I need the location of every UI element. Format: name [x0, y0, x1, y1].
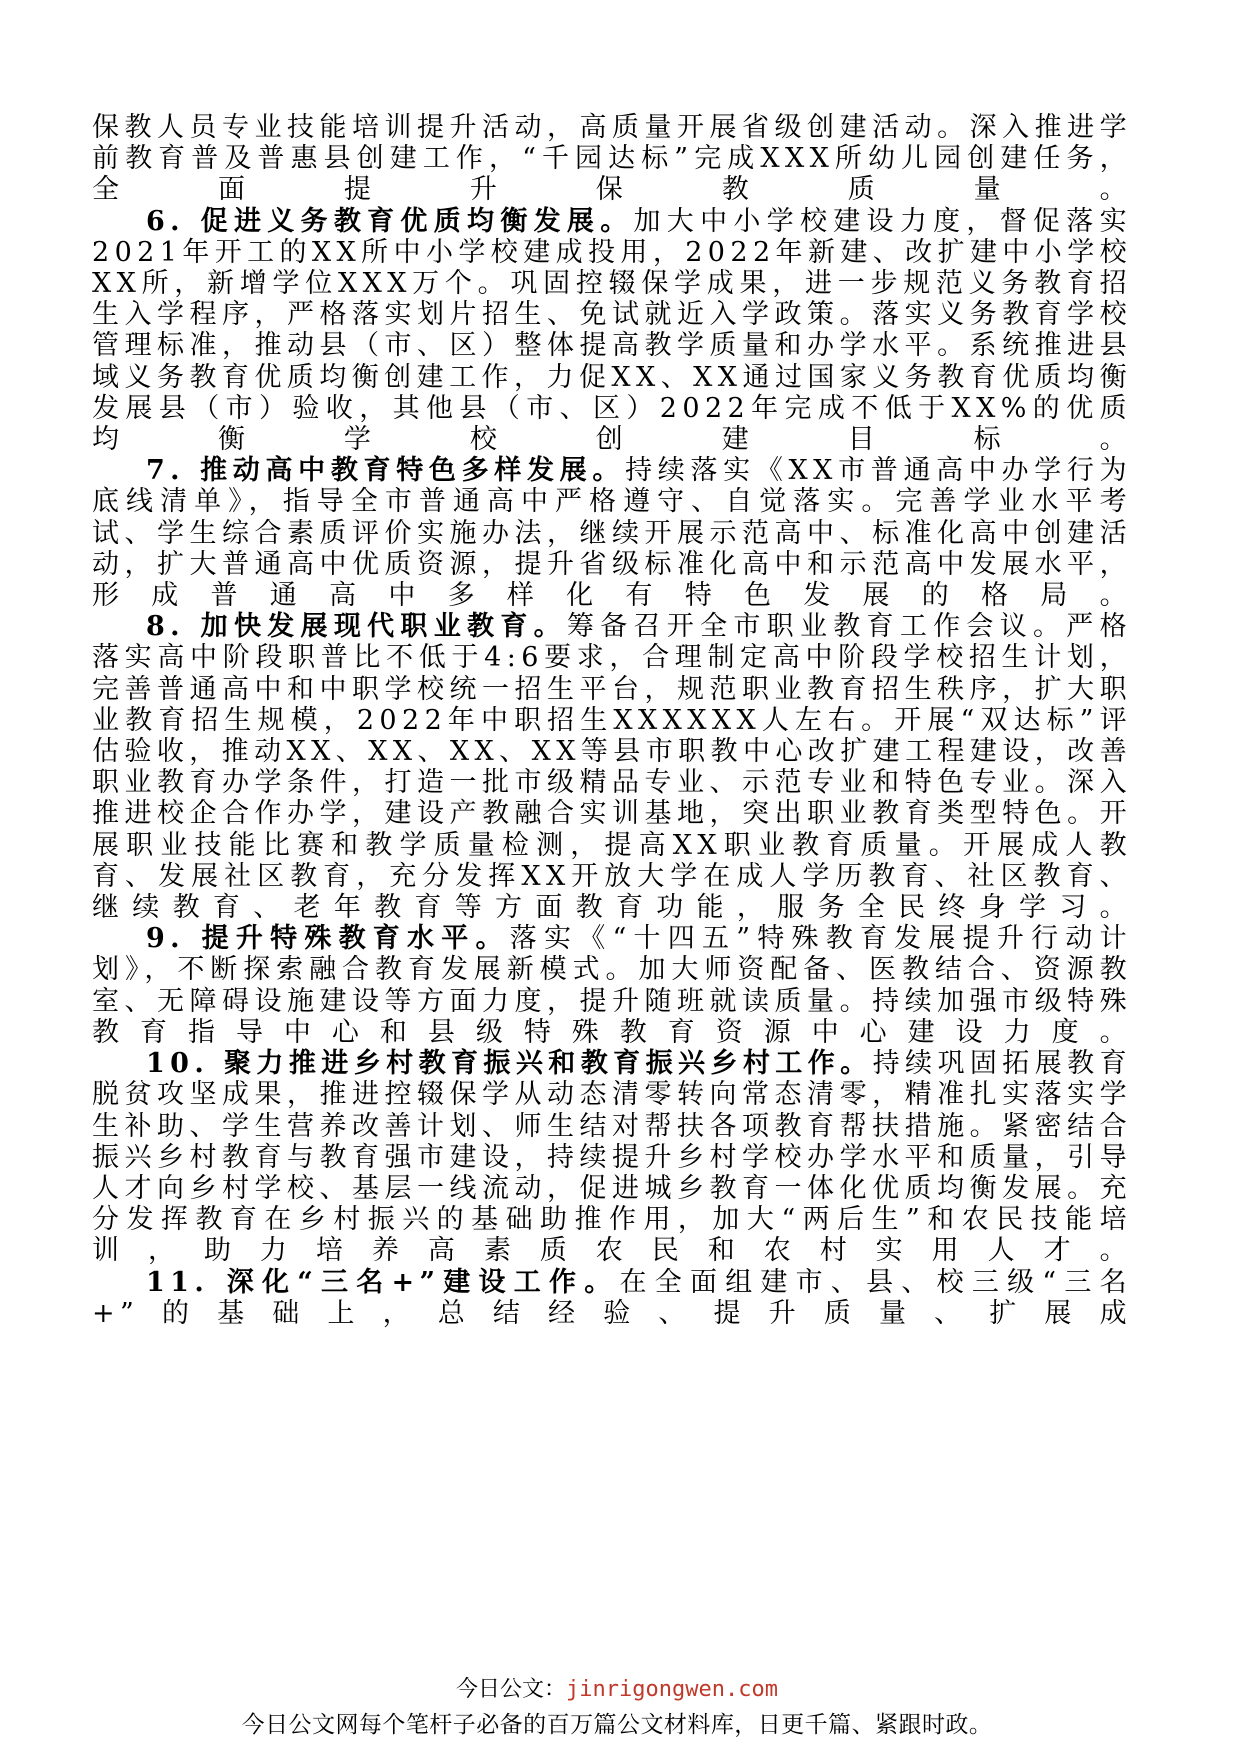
section-heading-11: 11. 深化“三名+”建设工作。	[146, 1266, 620, 1298]
section-heading-7: 7. 推动高中教育特色多样发展。	[146, 455, 626, 487]
paragraph-6	[92, 206, 1132, 456]
paragraph-body: 在全面组建市、县、校三级“三名+”的基础上，总结经验、提升质量、扩展成	[92, 1266, 1132, 1329]
paragraph-body: 落实《“十四五”特殊教育发展提升行动计划》，不断探索融合教育发展新模式。加大师资配备、医教结合、资源教室、无障碍设施建设等方面力度，提升随班就读质量。持续加强市级特殊教育指导中心和县级特殊教育资源中心建设力度。	[92, 923, 1132, 1048]
section-heading-8: 8. 加快发展现代职业教育。	[146, 611, 567, 643]
footer-site-link[interactable]: jinrigongwen.com	[566, 1677, 778, 1702]
paragraph-11	[92, 1267, 1132, 1329]
footer-slogan: 今日公文网每个笔杆子必备的百万篇公文材料库，日更千篇、紧跟时政。	[241, 1712, 993, 1738]
paragraph-body: 加大中小学校建设力度，督促落实2021年开工的XX所中小学校建成投用，2022年新建、改扩建中小学校XX所，新增学位XXX万个。巩固控辍保学成果，进一步规范义务教育招生入学程序，严格落实划片招生、免试就近入学政策。落实义务教育学校管理标准，推动县（市、区）整体提高教学质量和办学水平。系统推进县域义务教育优质均衡创建工作，力促XX、XX通过国家义务教育优质均衡发展县（市）验收，其他县（市、区）2022年完成不低于XX%的优质均衡学校创建目标。	[92, 205, 1132, 456]
paragraph-8	[92, 611, 1132, 923]
paragraph-9	[92, 923, 1132, 1048]
paragraph-body: 持续落实《XX市普通高中办学行为底线清单》，指导全市普通高中严格遵守、自觉落实。完善学业水平考试、学生综合素质评价实施办法，继续开展示范高中、标准化高中创建活动，扩大普通高中优质资源，提升省级标准化高中和示范高中发展水平，形成普通高中多样化有特色发展的格局。	[92, 455, 1132, 612]
document-body	[92, 112, 1132, 1329]
paragraph-intro	[92, 112, 1132, 206]
section-heading-9: 9. 提升特殊教育水平。	[146, 923, 510, 955]
paragraph-10	[92, 1048, 1132, 1266]
footer-source	[0, 1672, 1234, 1703]
paragraph-body: 筹备召开全市职业教育工作会议。严格落实高中阶段职普比不低于4:6要求，合理制定高中阶段学校招生计划，完善普通高中和中职学校统一招生平台，规范职业教育招生秩序，扩大职业教育招生规模，2022年中职招生XXXXXX人左右。开展“双达标”评估验收，推动XX、XX、XX、XX等县市职教中心改扩建工程建设，改善职业教育办学条件，打造一批市级精品专业、示范专业和特色专业。深入推进校企合作办学，建设产教融合实训基地，突出职业教育类型特色。开展职业技能比赛和教学质量检测，提高XX职业教育质量。开展成人教育、发展社区教育，充分发挥XX开放大学在成人学历教育、社区教育、继续教育、老年教育等方面教育功能，服务全民终身学习。	[92, 611, 1132, 924]
paragraph-body: 保教人员专业技能培训提升活动，高质量开展省级创建活动。深入推进学前教育普及普惠县创建工作，“千园达标”完成XXX所幼儿园创建任务，全面提升保教质量。	[92, 112, 1132, 206]
section-heading-6: 6. 促进义务教育优质均衡发展。	[146, 205, 634, 237]
paragraph-body: 持续巩固拓展教育脱贫攻坚成果，推进控辍保学从动态清零转向常态清零，精准扎实落实学生补助、学生营养改善计划、师生结对帮扶各项教育帮扶措施。紧密结合振兴乡村教育与教育强市建设，持续提升乡村学校办学水平和质量，引导人才向乡村学校、基层一线流动，促进城乡教育一体化优质均衡发展。充分发挥教育在乡村振兴的基础助推作用，加大“两后生”和农民技能培训，助力培养高素质农民和农村实用人才。	[92, 1048, 1132, 1267]
paragraph-7	[92, 455, 1132, 611]
section-heading-10: 10. 聚力推进乡村教育振兴和教育振兴乡村工作。	[146, 1048, 873, 1080]
footer-prefix: 今日公文：	[456, 1677, 567, 1702]
